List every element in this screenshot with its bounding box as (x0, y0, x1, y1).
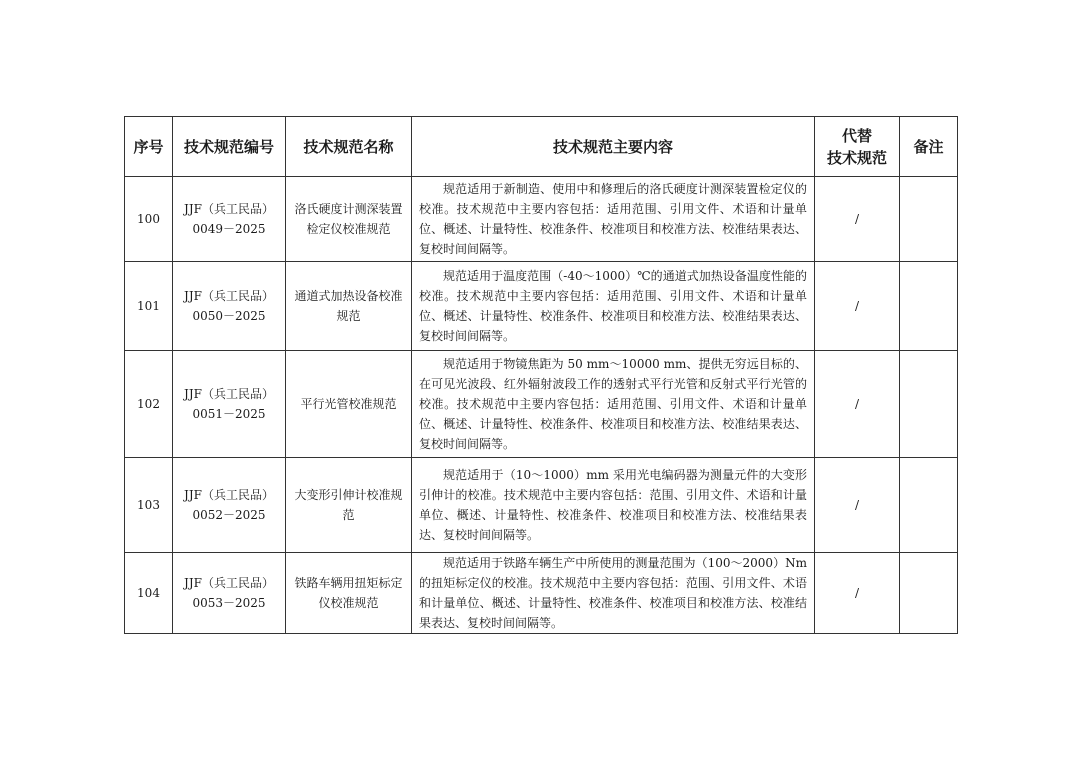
row-note (900, 553, 958, 634)
row-replaces: / (815, 262, 900, 351)
header-replaces (815, 117, 900, 177)
row-seq: 100 (125, 177, 173, 262)
row-code (173, 458, 286, 553)
row-seq: 103 (125, 458, 173, 553)
row-content-text: 规范适用于新制造、使用中和修理后的洛氏硬度计测深装置检定仪的校准。技术规范中主要内容包括：适用范围、引用文件、术语和计量单位、概述、计量特性、校准条件、校准项目和校准方法、校准结果表达、复校时间间隔等。 (419, 182, 807, 256)
row-seq: 101 (125, 262, 173, 351)
row-note (900, 351, 958, 458)
row-note (900, 458, 958, 553)
row-code-line2: 0051－2025 (192, 407, 266, 421)
table-row (125, 262, 958, 351)
row-name: 洛氏硬度计测深装置检定仪校准规范 (286, 177, 412, 262)
header-replaces-line2: 技术规范 (826, 148, 887, 167)
row-code (173, 262, 286, 351)
row-replaces: / (815, 458, 900, 553)
header-seq: 序号 (125, 117, 173, 177)
row-content (412, 177, 815, 262)
row-code-line1: JJF（兵工民品） (184, 576, 274, 590)
header-row (125, 117, 958, 177)
row-replaces: / (815, 177, 900, 262)
row-content (412, 351, 815, 458)
row-content (412, 458, 815, 553)
row-code-line1: JJF（兵工民品） (184, 289, 274, 303)
table-row (125, 458, 958, 553)
row-content (412, 262, 815, 351)
header-replaces-line1: 代替 (841, 126, 872, 145)
row-code (173, 351, 286, 458)
header-note: 备注 (900, 117, 958, 177)
table-row (125, 553, 958, 634)
row-name: 平行光管校准规范 (286, 351, 412, 458)
row-content-text: 规范适用于物镜焦距为 50 mm～10000 mm、提供无穷远目标的、在可见光波段、红外辐射波段工作的透射式平行光管和反射式平行光管的校准。技术规范中主要内容包括：适用范围、引用文件、术语和计量单位、概述、计量特性、校准条件、校准项目和校准方法、校准结果表达、复校时间间隔等。 (419, 357, 807, 451)
row-code-line2: 0052－2025 (192, 508, 266, 522)
header-code: 技术规范编号 (173, 117, 286, 177)
header-name: 技术规范名称 (286, 117, 412, 177)
row-content-text: 规范适用于铁路车辆生产中所使用的测量范围为（100～2000）Nm 的扭矩标定仪的校准。技术规范中主要内容包括：范围、引用文件、术语和计量单位、概述、计量特性、校准条件、校准项目和校准方法、校准结果表达、复校时间间隔等。 (419, 556, 807, 630)
row-content-text: 规范适用于温度范围（-40～1000）℃的通道式加热设备温度性能的校准。技术规范中主要内容包括：适用范围、引用文件、术语和计量单位、概述、计量特性、校准条件、校准项目和校准方法、校准结果表达、复校时间间隔等。 (419, 269, 807, 343)
row-note (900, 262, 958, 351)
row-name: 通道式加热设备校准规范 (286, 262, 412, 351)
row-replaces: / (815, 553, 900, 634)
row-note (900, 177, 958, 262)
row-code (173, 553, 286, 634)
row-code-line2: 0050－2025 (192, 309, 266, 323)
row-content-text: 规范适用于（10～1000）mm 采用光电编码器为测量元件的大变形引伸计的校准。技术规范中主要内容包括：范围、引用文件、术语和计量单位、概述、计量特性、校准条件、校准项目和校准方法、校准结果表达、复校时间间隔等。 (419, 468, 807, 542)
row-code (173, 177, 286, 262)
row-name: 大变形引伸计校准规范 (286, 458, 412, 553)
row-name: 铁路车辆用扭矩标定仪校准规范 (286, 553, 412, 634)
row-code-line2: 0049－2025 (192, 222, 266, 236)
row-content (412, 553, 815, 634)
table-row (125, 177, 958, 262)
row-seq: 104 (125, 553, 173, 634)
row-code-line1: JJF（兵工民品） (184, 202, 274, 216)
row-code-line1: JJF（兵工民品） (184, 387, 274, 401)
row-code-line2: 0053－2025 (192, 596, 266, 610)
header-content: 技术规范主要内容 (412, 117, 815, 177)
table-row (125, 351, 958, 458)
row-seq: 102 (125, 351, 173, 458)
row-replaces: / (815, 351, 900, 458)
standards-table (124, 116, 958, 634)
row-code-line1: JJF（兵工民品） (184, 488, 274, 502)
